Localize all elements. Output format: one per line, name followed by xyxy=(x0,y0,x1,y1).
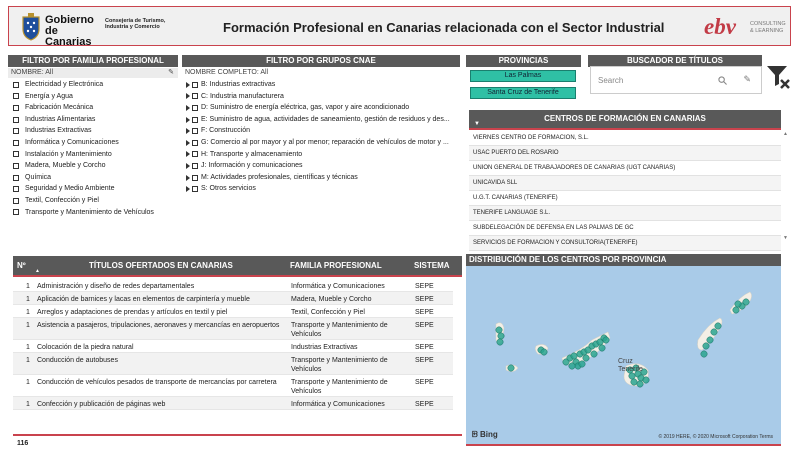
cell-n: 1 xyxy=(26,401,30,408)
cnae-list xyxy=(186,79,460,195)
familia-item-label: Industrias Extractivas xyxy=(25,127,92,135)
checkbox[interactable] xyxy=(192,117,198,123)
cell-titulo: Confección y publicación de páginas web xyxy=(37,401,166,408)
search-placeholder: Search xyxy=(598,76,624,85)
table-row[interactable] xyxy=(13,279,453,292)
cnae-item[interactable] xyxy=(186,149,460,161)
familia-item-label: Madera, Mueble y Corcho xyxy=(25,162,106,170)
search-input[interactable] xyxy=(590,66,762,94)
familia-item-label: Informática y Comunicaciones xyxy=(25,138,119,146)
familia-item-label: Electricidad y Electrónica xyxy=(25,81,104,88)
cell-familia: Informática y Comunicaciones xyxy=(291,283,385,290)
center-marker[interactable] xyxy=(637,381,643,387)
center-marker[interactable] xyxy=(715,323,721,329)
cell-titulo: Aplicación de barnices y lacas en elementos de carpintería y mueble xyxy=(37,296,250,303)
center-marker[interactable] xyxy=(571,353,577,359)
cell-familia: Transporte y Mantenimiento de Vehículos xyxy=(291,379,388,395)
table-row[interactable] xyxy=(13,353,453,375)
checkbox[interactable] xyxy=(13,117,19,123)
familia-item[interactable] xyxy=(13,91,178,103)
bing-icon: ᗸ xyxy=(472,430,480,439)
center-marker[interactable] xyxy=(643,377,649,383)
checkbox[interactable] xyxy=(13,105,19,111)
center-marker[interactable] xyxy=(508,365,514,371)
cell-titulo: Colocación de la piedra natural xyxy=(37,344,134,351)
checkbox[interactable] xyxy=(13,175,19,181)
center-marker[interactable] xyxy=(631,379,637,385)
search-icon[interactable] xyxy=(718,76,727,85)
clear-filters-icon[interactable] xyxy=(766,64,792,92)
checkbox[interactable] xyxy=(13,128,19,134)
familia-list xyxy=(13,79,178,218)
checkbox[interactable] xyxy=(192,140,198,146)
table-row[interactable] xyxy=(13,340,453,353)
col-header-familia[interactable]: FAMILIA PROFESIONAL xyxy=(290,261,382,270)
chevron-down-icon[interactable]: ▼ xyxy=(783,235,788,241)
checkbox[interactable] xyxy=(13,93,19,99)
cnae-item[interactable] xyxy=(186,114,460,126)
center-marker[interactable] xyxy=(579,361,585,367)
cell-sistema: SEPE xyxy=(415,401,434,408)
centro-item[interactable]: UNION GENERAL DE TRABAJADORES DE CANARIAS (UGT CANARIAS) xyxy=(469,161,781,176)
checkbox[interactable] xyxy=(192,151,198,157)
familia-selected-label: NOMBRE: All xyxy=(11,69,54,76)
checkbox[interactable] xyxy=(192,175,198,181)
cell-sistema: SEPE xyxy=(415,283,434,290)
cnae-item-label: S: Otros servicios xyxy=(201,185,256,193)
cnae-item[interactable] xyxy=(186,125,460,137)
col-header-sistema[interactable]: SISTEMA xyxy=(414,261,450,270)
canary-islands-map[interactable] xyxy=(466,266,781,446)
cnae-item[interactable] xyxy=(186,137,460,149)
familia-item[interactable] xyxy=(13,207,178,219)
titulos-table xyxy=(13,256,462,450)
map-attribution[interactable]: © 2019 HERE, © 2020 Microsoft Corporation Terms xyxy=(658,434,773,440)
cnae-item-label: M: Actividades profesionales, científicas y técnicas xyxy=(201,173,358,181)
expand-icon[interactable] xyxy=(186,163,190,169)
cnae-item[interactable] xyxy=(186,160,460,172)
gobierno-logo xyxy=(21,11,95,48)
col-header-n[interactable]: Nº xyxy=(17,261,26,270)
center-marker[interactable] xyxy=(541,349,547,355)
bing-label: Bing xyxy=(480,430,498,439)
cell-familia: Textil, Confección y Piel xyxy=(291,309,365,316)
familia-item-label: Instalación y Mantenimiento xyxy=(25,150,112,158)
report-header xyxy=(8,6,791,46)
center-marker[interactable] xyxy=(591,351,597,357)
checkbox[interactable] xyxy=(13,82,19,88)
cnae-item-label: H: Transporte y almacenamiento xyxy=(201,150,303,158)
center-marker[interactable] xyxy=(711,329,717,335)
center-marker[interactable] xyxy=(743,299,749,305)
provincias-header: PROVINCIAS xyxy=(466,55,581,67)
familia-item[interactable] xyxy=(13,149,178,161)
map-header: DISTRIBUCIÓN DE LOS CENTROS POR PROVINCIA xyxy=(466,254,781,266)
cnae-item[interactable] xyxy=(186,79,460,91)
cnae-item-label: G: Comercio al por mayor y al por menor; reparación de vehículos de motor y ... xyxy=(201,138,449,146)
cell-sistema: SEPE xyxy=(415,344,434,351)
cell-n: 1 xyxy=(26,322,30,329)
centro-item[interactable]: UNICAVIDA SLL xyxy=(469,176,781,191)
checkbox[interactable] xyxy=(13,140,19,146)
familia-item[interactable] xyxy=(13,114,178,126)
cell-familia: Transporte y Mantenimiento de Vehículos xyxy=(291,322,388,338)
cell-familia: Industrias Extractivas xyxy=(291,344,358,351)
familia-item-label: Fabricación Mecánica xyxy=(25,104,94,112)
checkbox[interactable] xyxy=(13,198,19,204)
center-marker[interactable] xyxy=(583,355,589,361)
center-marker[interactable] xyxy=(497,339,503,345)
centro-item[interactable]: U.G.T. CANARIAS (TENERIFE) xyxy=(469,191,781,206)
cell-titulo: Arreglos y adaptaciones de prendas y artículos en textil y piel xyxy=(37,309,228,316)
cell-sistema: SEPE xyxy=(415,309,434,316)
table-total-row xyxy=(13,434,462,450)
table-row[interactable] xyxy=(13,305,453,318)
cell-familia: Transporte y Mantenimiento de Vehículos xyxy=(291,357,388,373)
center-marker[interactable] xyxy=(599,345,605,351)
expand-icon[interactable] xyxy=(186,82,190,88)
centros-list xyxy=(469,131,781,251)
checkbox[interactable] xyxy=(192,82,198,88)
checkbox[interactable] xyxy=(192,186,198,192)
center-marker[interactable] xyxy=(603,337,609,343)
total-count: 116 xyxy=(17,440,29,447)
familia-item[interactable] xyxy=(13,137,178,149)
familia-item-label: Industrias Alimentarias xyxy=(25,115,96,123)
familia-item-label: Transporte y Mantenimiento de Vehículos xyxy=(25,208,154,216)
cell-n: 1 xyxy=(26,379,30,386)
checkbox[interactable] xyxy=(192,128,198,134)
checkbox[interactable] xyxy=(192,93,198,99)
centro-item[interactable]: TENERIFE LANGUAGE S.L. xyxy=(469,206,781,221)
center-marker[interactable] xyxy=(701,351,707,357)
table-row[interactable] xyxy=(13,318,453,340)
expand-icon[interactable] xyxy=(186,105,190,111)
table-header xyxy=(13,256,462,277)
familia-item[interactable] xyxy=(13,125,178,137)
centro-item[interactable]: SERVICIOS DE FORMACION Y CONSULTORIA(TENERIFE) xyxy=(469,236,781,251)
sort-up-icon[interactable]: ▲ xyxy=(35,268,40,274)
expand-icon[interactable] xyxy=(186,117,190,123)
cnae-item[interactable] xyxy=(186,91,460,103)
center-marker[interactable] xyxy=(496,327,502,333)
center-marker[interactable] xyxy=(707,337,713,343)
checkbox[interactable] xyxy=(192,163,198,169)
expand-icon[interactable] xyxy=(186,175,190,181)
cnae-item-label: J: Información y comunicaciones xyxy=(201,162,303,170)
province-las-palmas-button[interactable]: Las Palmas xyxy=(470,70,576,82)
expand-icon[interactable] xyxy=(186,186,190,192)
expand-icon[interactable] xyxy=(186,151,190,157)
ebv-logo xyxy=(704,12,786,42)
center-marker[interactable] xyxy=(733,307,739,313)
cell-n: 1 xyxy=(26,344,30,351)
cell-sistema: SEPE xyxy=(415,322,434,329)
centros-header xyxy=(469,110,781,130)
checkbox[interactable] xyxy=(192,105,198,111)
ebv-mark: ebv xyxy=(704,14,736,39)
cell-n: 1 xyxy=(26,357,30,364)
center-marker[interactable] xyxy=(569,363,575,369)
expand-icon[interactable] xyxy=(186,140,190,146)
checkbox[interactable] xyxy=(13,151,19,157)
cell-n: 1 xyxy=(26,309,30,316)
cnae-item-label: C: Industria manufacturera xyxy=(201,92,284,100)
cell-titulo: Conducción de autobuses xyxy=(37,357,118,364)
cell-familia: Informática y Comunicaciones xyxy=(291,401,385,408)
expand-icon[interactable] xyxy=(186,93,190,99)
table-row[interactable] xyxy=(13,375,453,397)
ebv-subtitle: CONSULTING & LEARNING xyxy=(750,21,786,34)
familia-slicer-selected[interactable] xyxy=(8,68,178,78)
familia-slicer-header: FILTRO POR FAMILIA PROFESIONAL xyxy=(8,55,178,67)
chevron-up-icon[interactable]: ▲ xyxy=(783,131,788,137)
eraser-icon[interactable]: ✎ xyxy=(168,69,174,76)
col-header-titulo[interactable]: TÍTULOS OFERTADOS EN CANARIAS xyxy=(89,261,233,270)
cnae-item-label: F: Construcción xyxy=(201,127,251,135)
cnae-slicer-selected[interactable]: NOMBRE COMPLETO: All xyxy=(182,68,460,78)
sort-desc-icon[interactable]: ▼ xyxy=(474,121,480,127)
department-name: Consejería de Turismo, Industria y Comercio xyxy=(105,18,166,30)
cnae-item[interactable] xyxy=(186,172,460,184)
familia-item-label: Textil, Confección y Piel xyxy=(25,196,99,204)
cnae-item-label: D: Suministro de energía eléctrica, gas, vapor y aire acondicionado xyxy=(201,104,410,112)
cnae-item[interactable] xyxy=(186,102,460,114)
gobierno-name: Gobierno de Canarias xyxy=(45,14,94,48)
province-santa-cruz-button[interactable]: Santa Cruz de Tenerife xyxy=(470,87,576,99)
cell-n: 1 xyxy=(26,283,30,290)
cell-familia: Madera, Mueble y Corcho xyxy=(291,296,372,303)
cnae-slicer-header: FILTRO POR GRUPOS CNAE xyxy=(182,55,460,67)
familia-item-label: Química xyxy=(25,173,52,181)
table-row[interactable] xyxy=(13,292,453,305)
cnae-item-label: E: Suministro de agua, actividades de saneamiento, gestión de residuos y des... xyxy=(201,115,450,123)
page-title: Formación Profesional en Canarias relacionada con el Sector Industrial xyxy=(223,20,665,35)
cnae-item[interactable] xyxy=(186,183,460,195)
checkbox[interactable] xyxy=(13,209,19,215)
cell-sistema: SEPE xyxy=(415,379,434,386)
cnae-item-label: B: Industrias extractivas xyxy=(201,81,276,88)
familia-item[interactable] xyxy=(13,183,178,195)
familia-item-label: Energía y Agua xyxy=(25,92,73,100)
buscador-header: BUSCADOR DE TÍTULOS xyxy=(588,55,762,67)
cell-n: 1 xyxy=(26,296,30,303)
cell-sistema: SEPE xyxy=(415,357,434,364)
coat-of-arms-icon xyxy=(21,13,41,41)
table-row[interactable] xyxy=(13,397,453,410)
centro-item[interactable]: VIERNES CENTRO DE FORMACION, S.L. xyxy=(469,131,781,146)
familia-item[interactable] xyxy=(13,172,178,184)
cell-titulo: Administración y diseño de redes departamentales xyxy=(37,283,195,290)
centro-item[interactable]: SUBDELEGACIÓN DE DEFENSA EN LAS PALMAS DE GC xyxy=(469,221,781,236)
cell-sistema: SEPE xyxy=(415,296,434,303)
expand-icon[interactable] xyxy=(186,128,190,134)
bing-logo xyxy=(472,430,498,440)
centros-header-label: CENTROS DE FORMACIÓN EN CANARIAS xyxy=(544,114,706,123)
center-marker[interactable] xyxy=(735,301,741,307)
familia-item[interactable] xyxy=(13,79,178,91)
cell-titulo: Conducción de vehículos pesados de transporte de mercancías por carretera xyxy=(37,379,277,386)
eraser-icon[interactable]: ✎ xyxy=(743,74,751,84)
familia-item-label: Seguridad y Medio Ambiente xyxy=(25,185,115,193)
checkbox[interactable] xyxy=(13,163,19,169)
familia-item[interactable] xyxy=(13,160,178,172)
centro-item[interactable]: USAC PUERTO DEL ROSARIO xyxy=(469,146,781,161)
familia-item[interactable] xyxy=(13,195,178,207)
checkbox[interactable] xyxy=(13,186,19,192)
map-place-label: Cruz Tenerife xyxy=(618,358,643,373)
familia-item[interactable] xyxy=(13,102,178,114)
cell-titulo: Asistencia a pasajeros, tripulaciones, aeronaves y mercancías en aeropuertos xyxy=(37,322,280,329)
center-marker[interactable] xyxy=(498,333,504,339)
map-canvas[interactable] xyxy=(466,266,781,446)
centros-scrollbar[interactable] xyxy=(783,131,789,241)
center-marker[interactable] xyxy=(703,343,709,349)
